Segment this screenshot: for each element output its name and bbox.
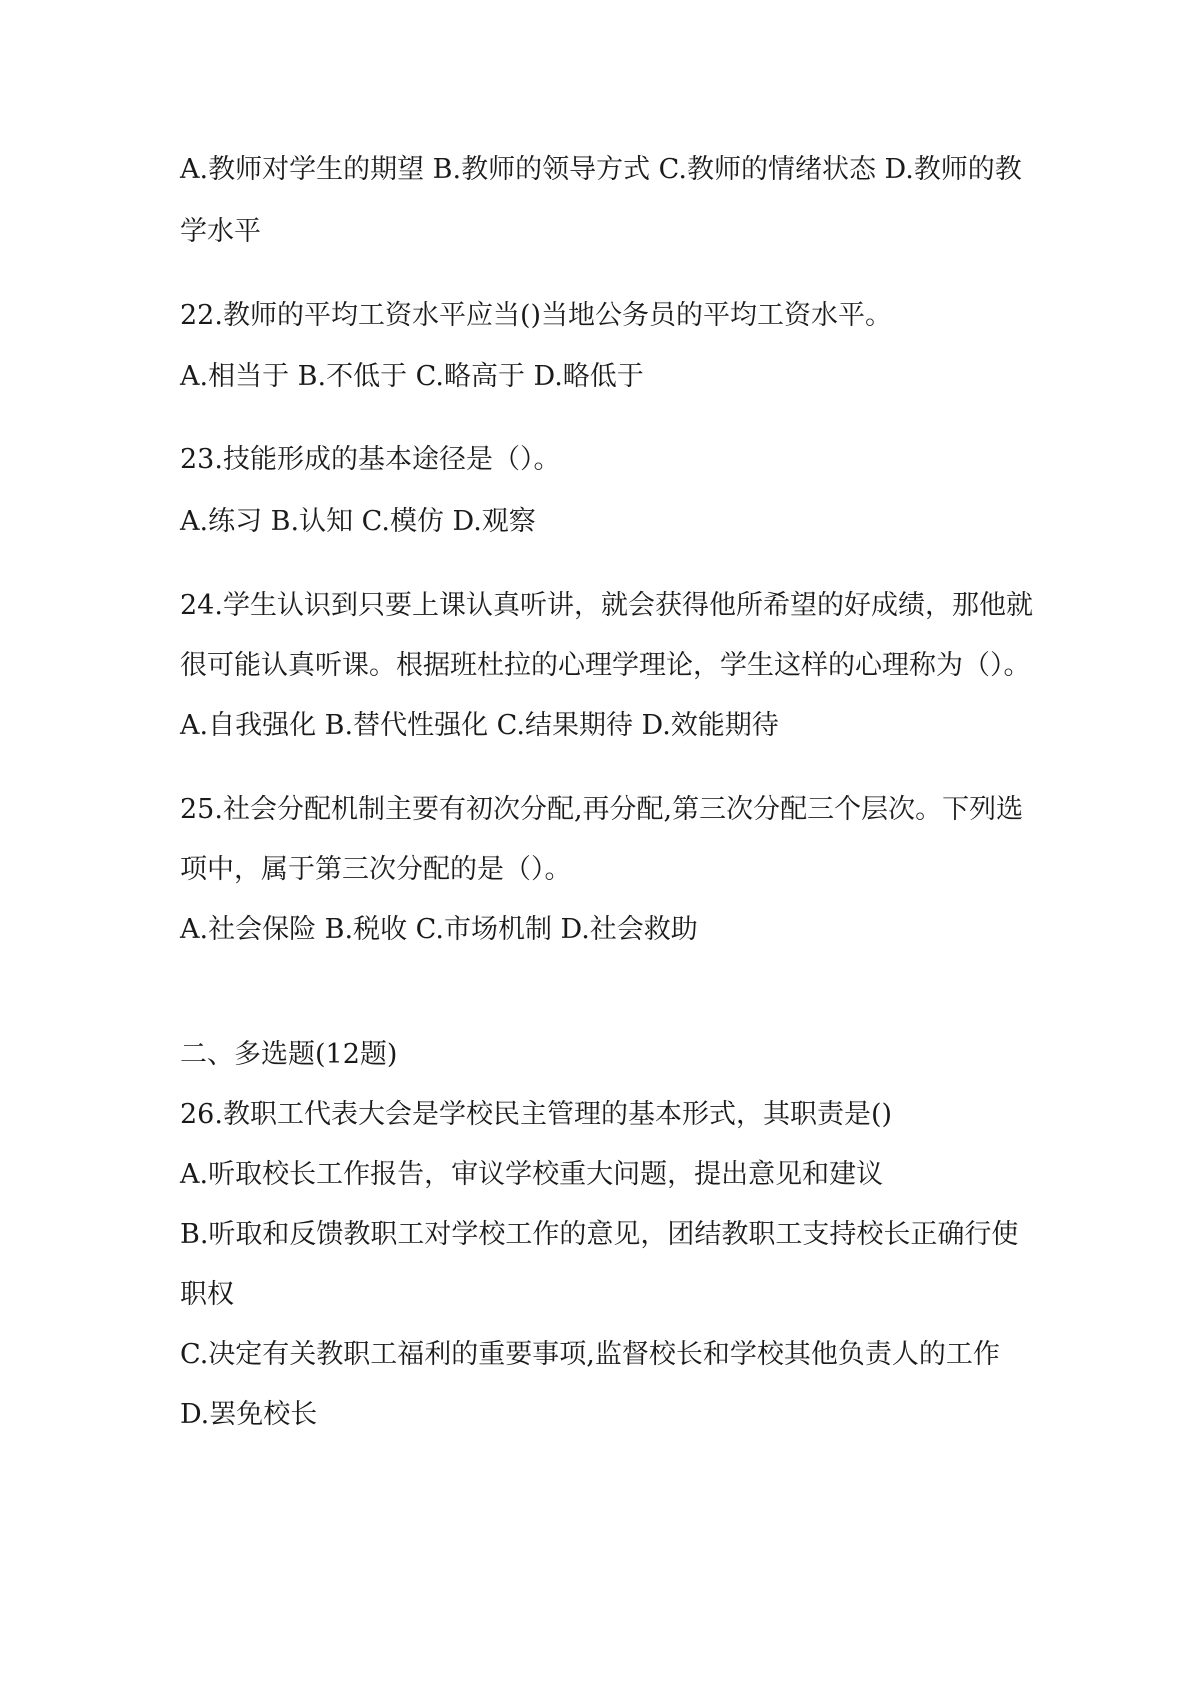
q23-question: 23.技能形成的基本途径是（）。 <box>180 444 561 475</box>
section-heading-multiple-choice: 二、多选题(12题) <box>180 1039 398 1070</box>
q21-options-line-2: 学水平 <box>180 216 261 247</box>
q26-option-a: A.听取校长工作报告，审议学校重大问题，提出意见和建议 <box>180 1159 884 1190</box>
q21-options-line-1: A.教师对学生的期望 B.教师的领导方式 C.教师的情绪状态 D.教师的教 <box>180 154 1022 185</box>
q24-question-line-1: 24.学生认识到只要上课认真听讲，就会获得他所希望的好成绩，那他就 <box>180 590 1033 621</box>
q25-options: A.社会保险 B.税收 C.市场机制 D.社会救助 <box>180 914 698 945</box>
q26-option-b-line-1: B.听取和反馈教职工对学校工作的意见，团结教职工支持校长正确行使 <box>180 1219 1019 1250</box>
q22-question: 22.教师的平均工资水平应当()当地公务员的平均工资水平。 <box>180 300 893 331</box>
q24-options: A.自我强化 B.替代性强化 C.结果期待 D.效能期待 <box>180 710 779 741</box>
q23-options: A.练习 B.认知 C.模仿 D.观察 <box>180 506 536 537</box>
q24-question-line-2: 很可能认真听课。根据班杜拉的心理学理论，学生这样的心理称为（）。 <box>180 650 1031 681</box>
q26-option-c: C.决定有关教职工福利的重要事项,监督校长和学校其他负责人的工作 <box>180 1339 1000 1370</box>
q25-question-line-2: 项中，属于第三次分配的是（）。 <box>180 854 572 885</box>
q26-option-d: D.罢免校长 <box>180 1399 318 1430</box>
q22-options: A.相当于 B.不低于 C.略高于 D.略低于 <box>180 361 644 392</box>
q26-question: 26.教职工代表大会是学校民主管理的基本形式，其职责是() <box>180 1099 893 1130</box>
q26-option-b-line-2: 职权 <box>180 1279 234 1310</box>
q25-question-line-1: 25.社会分配机制主要有初次分配,再分配,第三次分配三个层次。下列选 <box>180 794 1024 825</box>
